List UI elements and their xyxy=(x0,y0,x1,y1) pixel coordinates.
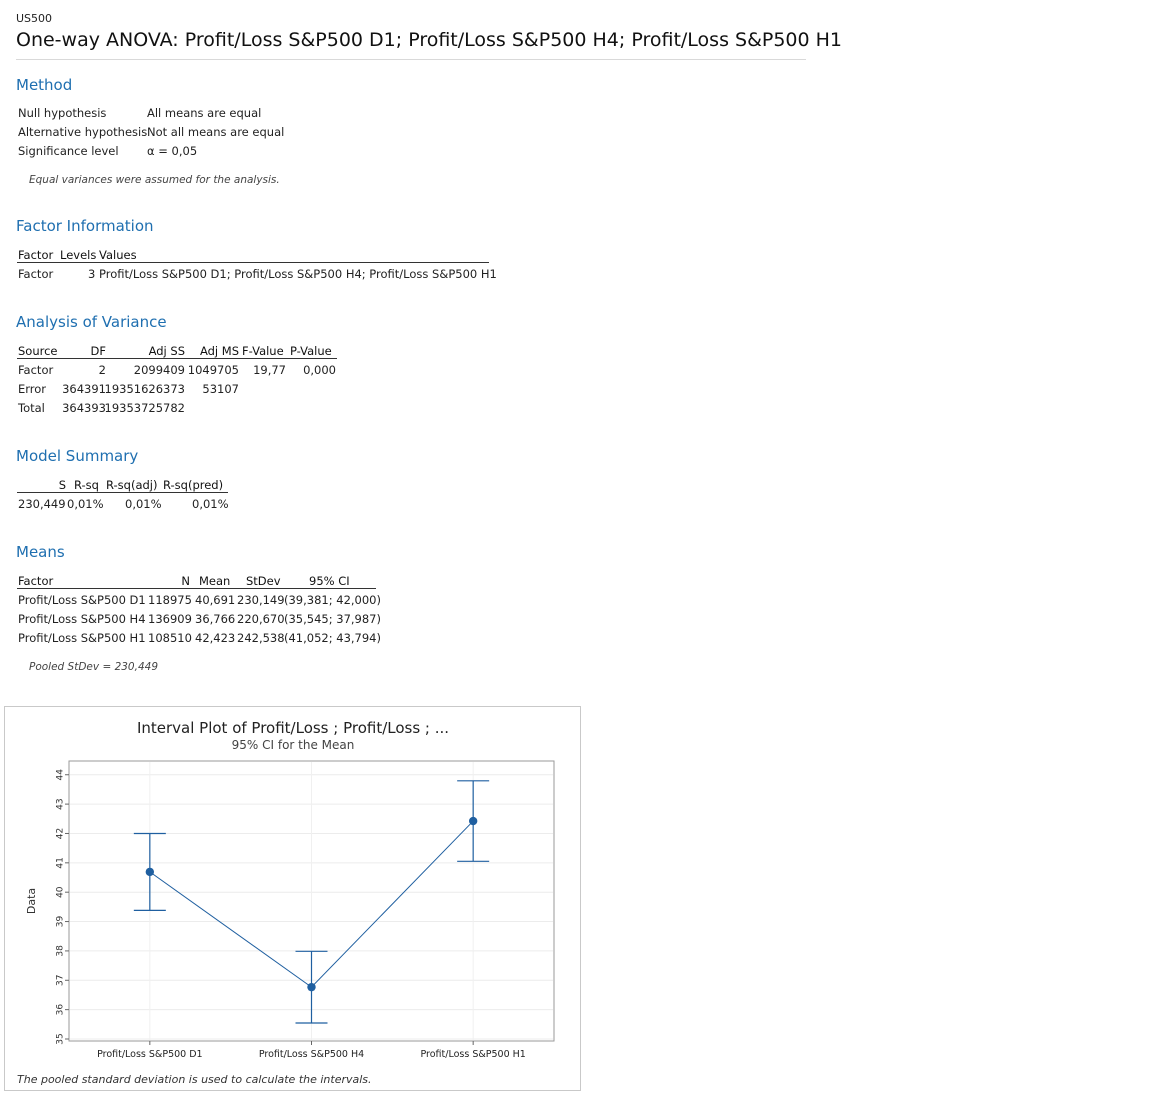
y-tick-label: 35 xyxy=(55,1033,66,1045)
means-header-n: N xyxy=(181,574,190,588)
anova-row-adjms: 1049705 xyxy=(187,363,239,377)
y-tick-label: 41 xyxy=(55,857,66,869)
title-divider xyxy=(16,59,806,60)
means-note: Pooled StDev = 230,449 xyxy=(29,661,158,673)
x-axis-ticks xyxy=(97,1041,526,1060)
chart-footnote: The pooled standard deviation is used to calculate the intervals. xyxy=(17,1073,372,1086)
interval-plot-svg xyxy=(5,707,580,1090)
method-null-label: Null hypothesis xyxy=(18,106,107,120)
method-note: Equal variances were assumed for the analysis. xyxy=(29,174,280,186)
model-summary-rsq: 0,01% xyxy=(67,497,104,511)
chart-subtitle: 95% CI for the Mean xyxy=(231,738,355,752)
y-tick-label: 40 xyxy=(55,886,66,898)
anova-row-df: 364393 xyxy=(62,401,106,415)
anova-row-adjss: 19353725782 xyxy=(104,401,185,415)
y-axis-label: Data xyxy=(25,887,38,915)
anova-row-f: 19,77 xyxy=(253,363,286,377)
factor-info-header-rule xyxy=(17,262,489,263)
anova-row-adjms: 53107 xyxy=(202,382,239,396)
anova-header-adjss: Adj SS xyxy=(148,344,185,358)
model-summary-rsqadj: 0,01% xyxy=(125,497,162,511)
means-row-factor: Profit/Loss S&P500 H4 xyxy=(18,612,146,626)
x-tick-label: Profit/Loss S&P500 H4 xyxy=(258,1049,365,1060)
model-summary-s: 230,449 xyxy=(18,497,66,511)
chart-title: Interval Plot of Profit/Loss ; Profit/Loss ; ... xyxy=(136,719,450,737)
anova-row-p: 0,000 xyxy=(303,363,336,377)
anova-header-source: Source xyxy=(18,344,58,358)
x-tick-label: Profit/Loss S&P500 H1 xyxy=(420,1049,526,1060)
factor-info-header-levels: Levels xyxy=(60,248,97,262)
model-summary-rsqpred: 0,01% xyxy=(192,497,229,511)
method-alt-label: Alternative hypothesis xyxy=(18,125,148,139)
means-row-ci: (35,545; 37,987) xyxy=(284,612,381,626)
means-row-stdev: 242,538 xyxy=(237,631,285,645)
anova-row-adjss: 2099409 xyxy=(133,363,185,377)
y-tick-label: 39 xyxy=(55,915,66,928)
y-axis-ticks xyxy=(56,769,70,1045)
y-tick-label: 36 xyxy=(55,1003,66,1016)
anova-row-df: 364391 xyxy=(62,382,106,396)
sheet-label: US500 xyxy=(16,12,53,25)
means-header-mean: Mean xyxy=(199,574,231,588)
means-row-mean: 36,766 xyxy=(195,612,236,626)
factor-info-header-factor: Factor xyxy=(18,248,54,262)
y-tick-label: 42 xyxy=(55,827,66,840)
x-tick-label: Profit/Loss S&P500 D1 xyxy=(97,1049,203,1060)
factor-info-values: Profit/Loss S&P500 D1; Profit/Loss S&P500 H4; Profit/Loss S&P500 H1 xyxy=(99,267,497,281)
means-row-factor: Profit/Loss S&P500 H1 xyxy=(18,631,146,645)
method-heading: Method xyxy=(16,76,73,94)
anova-header-p: P-Value xyxy=(290,344,332,358)
y-tick-label: 44 xyxy=(55,769,66,781)
y-tick-label: 43 xyxy=(55,798,66,810)
model-summary-header-rsq: R-sq xyxy=(74,478,99,492)
anova-header-df: DF xyxy=(90,344,106,358)
model-summary-header-rule xyxy=(17,492,228,493)
page-title: One-way ANOVA: Profit/Loss S&P500 D1; Profit/Loss S&P500 H4; Profit/Loss S&P500 H1 xyxy=(16,29,843,51)
means-row-factor: Profit/Loss S&P500 D1 xyxy=(18,593,146,607)
means-row-stdev: 230,149 xyxy=(237,593,285,607)
y-tick-label: 38 xyxy=(55,945,66,957)
method-sig-value: α = 0,05 xyxy=(147,144,198,158)
model-summary-heading: Model Summary xyxy=(16,447,139,465)
means-row-ci: (41,052; 43,794) xyxy=(284,631,381,645)
means-row-n: 136909 xyxy=(148,612,192,626)
means-row-n: 118975 xyxy=(148,593,192,607)
means-header-factor: Factor xyxy=(18,574,54,588)
model-summary-header-rsqpred: R-sq(pred) xyxy=(163,478,224,492)
means-header-stdev: StDev xyxy=(246,574,281,588)
factor-info-heading: Factor Information xyxy=(16,217,154,235)
mean-point xyxy=(307,983,315,991)
factor-info-header-values: Values xyxy=(99,248,137,262)
means-row-stdev: 220,670 xyxy=(237,612,285,626)
model-summary-header-rsqadj: R-sq(adj) xyxy=(106,478,158,492)
anova-header-adjms: Adj MS xyxy=(199,344,239,358)
factor-info-factor: Factor xyxy=(18,267,54,281)
anova-row-df: 2 xyxy=(98,363,106,377)
means-row-n: 108510 xyxy=(148,631,192,645)
method-alt-value: Not all means are equal xyxy=(147,125,285,139)
means-header-ci: 95% CI xyxy=(309,574,350,588)
y-tick-label: 37 xyxy=(55,974,66,987)
anova-header-rule xyxy=(17,358,337,359)
means-row-ci: (39,381; 42,000) xyxy=(284,593,381,607)
means-row-mean: 40,691 xyxy=(195,593,236,607)
method-null-value: All means are equal xyxy=(147,106,262,120)
anova-row-source: Factor xyxy=(18,363,54,377)
means-heading: Means xyxy=(16,543,65,561)
anova-row-source: Error xyxy=(18,382,47,396)
interval-plot[interactable] xyxy=(4,706,581,1091)
means-header-rule xyxy=(17,588,376,589)
factor-info-levels: 3 xyxy=(88,267,96,281)
means-row-mean: 42,423 xyxy=(195,631,236,645)
mean-point xyxy=(146,868,154,876)
anova-row-adjss: 19351626373 xyxy=(104,382,185,396)
anova-row-source: Total xyxy=(18,401,45,415)
anova-heading: Analysis of Variance xyxy=(16,313,167,331)
anova-header-f: F-Value xyxy=(242,344,284,358)
method-sig-label: Significance level xyxy=(18,144,119,158)
model-summary-header-s: S xyxy=(58,478,66,492)
mean-point xyxy=(469,817,477,825)
